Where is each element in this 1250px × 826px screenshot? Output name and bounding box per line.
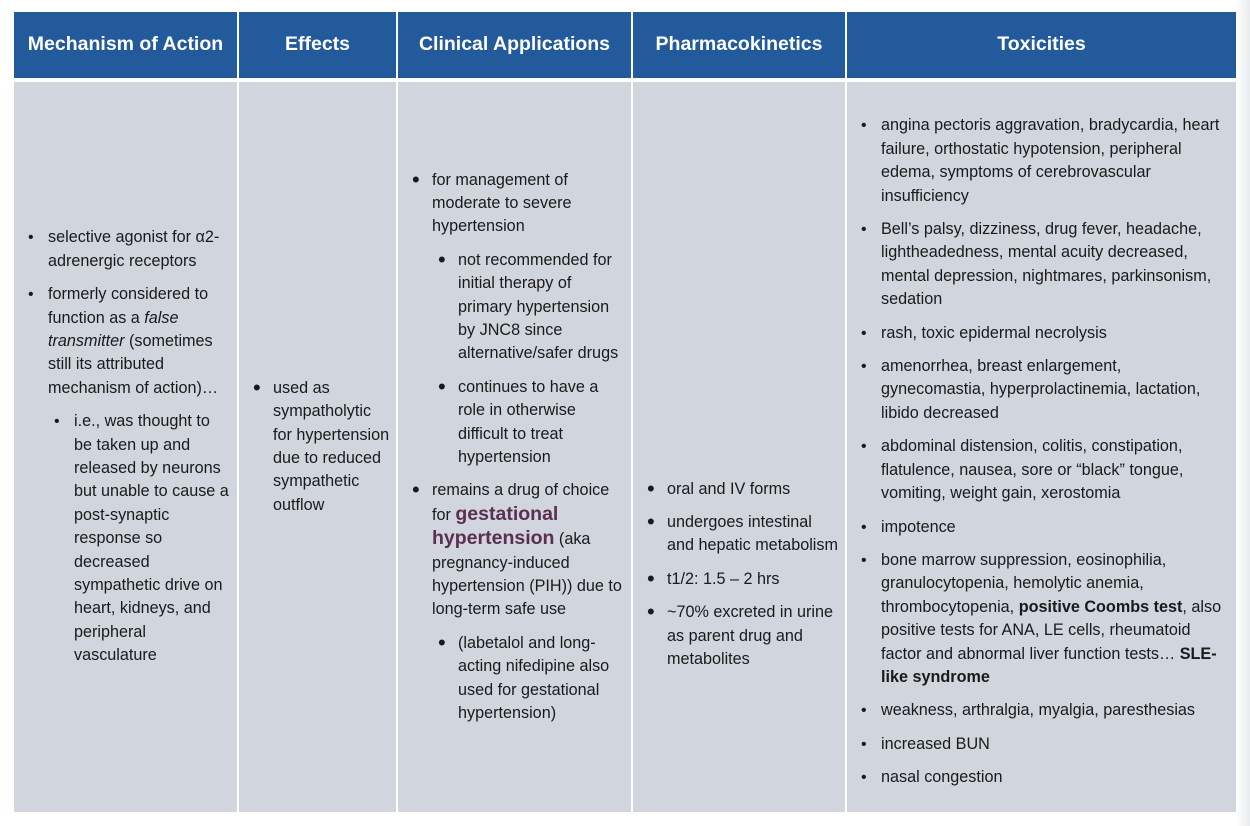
- list-item: [861, 355, 1230, 425]
- moa-list: [20, 226, 231, 667]
- tox-bun: increased BUN: [881, 734, 990, 753]
- bullet-icon: •: [438, 246, 446, 272]
- list-item: [861, 114, 1230, 208]
- tox-neurologic: Bell’s palsy, dizziness, drug fever, headache, lightheadedness, mental acuity decreased, mental depression, nightmares, parkinsonism, sedation: [881, 220, 1212, 309]
- list-item: [647, 508, 839, 558]
- tox-dermatologic: rash, toxic epidermal necrolysis: [881, 323, 1107, 342]
- clinical-sublist-2: [432, 629, 625, 726]
- header-mechanism-of-action: Mechanism of Action: [14, 12, 238, 80]
- clinical-sublist-1: [432, 246, 625, 470]
- pk-forms: oral and IV forms: [667, 479, 791, 498]
- tox-nasal: nasal congestion: [881, 768, 1003, 787]
- clinical-not-recommended: not recommended for initial therapy of primary hypertension by JNC8 since alternative/safer drugs: [458, 250, 619, 363]
- cell-mechanism-of-action: [14, 80, 238, 812]
- list-item: [438, 629, 625, 726]
- tox-list: [853, 114, 1230, 789]
- list-item: [861, 516, 1230, 539]
- bullet-icon: •: [412, 477, 420, 503]
- drug-profile-table: [14, 12, 1236, 812]
- bullet-icon: •: [861, 518, 867, 536]
- cell-effects: [238, 80, 397, 812]
- bullet-icon: •: [438, 373, 446, 399]
- moa-sublist: [48, 410, 231, 667]
- list-item: [861, 699, 1230, 722]
- list-item: [438, 373, 625, 470]
- header-clinical-applications: Clinical Applications: [397, 12, 632, 80]
- tox-hematologic-mid: , also positive tests for ANA, LE cells, rheumatoid factor and abnormal liver function tests…: [881, 597, 1222, 663]
- list-item: [647, 475, 839, 501]
- bullet-icon: •: [861, 735, 867, 753]
- bullet-icon: •: [253, 374, 261, 400]
- list-item: [412, 477, 625, 725]
- tox-impotence: impotence: [881, 517, 956, 536]
- moa-false-transmitter-emphasis: false transmitter: [48, 308, 179, 350]
- tox-musculoskeletal: weakness, arthralgia, myalgia, paresthesias: [881, 701, 1196, 720]
- bullet-icon: •: [861, 702, 867, 720]
- bullet-icon: •: [647, 475, 655, 501]
- moa-false-transmitter-post: (sometimes still its attributed mechanism of action)…: [48, 331, 219, 397]
- content-row: [14, 80, 1236, 812]
- tox-cardiovascular: angina pectoris aggravation, bradycardia, heart failure, orthostatic hypotension, peripheral edema, symptoms of cerebrovascular insufficiency: [881, 116, 1220, 205]
- bullet-icon: •: [647, 599, 655, 625]
- clinical-gestational-hypertension-emphasis: gestational hypertension: [432, 502, 559, 550]
- header-pharmacokinetics: Pharmacokinetics: [632, 12, 846, 80]
- bullet-icon: •: [28, 286, 34, 304]
- bullet-icon: •: [861, 438, 867, 456]
- list-item: [861, 218, 1230, 312]
- list-item: [861, 733, 1230, 756]
- clinical-labetalol-note: (labetalol and long-acting nifedipine also used for gestational hypertension): [458, 633, 610, 723]
- clinical-drug-of-choice-post: (aka pregnancy-induced hypertension (PIH)) due to long-term safe use: [432, 530, 622, 619]
- moa-selective-agonist: selective agonist for α2-adrenergic receptors: [48, 228, 220, 270]
- tox-endocrine: amenorrhea, breast enlargement, gynecomastia, hyperprolactinemia, lactation, libido decreased: [881, 357, 1201, 422]
- tox-coombs-emphasis: positive Coombs test: [1018, 597, 1183, 616]
- moa-ie-detail: i.e., was thought to be taken up and released by neurons but unable to cause a post-synaptic response so decreased sympathetic drive on heart, kidneys, and peripheral vasculature: [74, 412, 229, 665]
- cell-clinical-applications: [397, 80, 632, 812]
- clinical-drug-of-choice-pre: remains a drug of choice for: [432, 481, 610, 524]
- bullet-icon: •: [647, 508, 655, 534]
- list-item: [54, 410, 231, 667]
- bullet-icon: •: [54, 413, 60, 431]
- bullet-icon: •: [861, 551, 867, 569]
- bullet-icon: •: [28, 229, 34, 247]
- tox-gastrointestinal: abdominal distension, colitis, constipation, flatulence, nausea, sore or “black” tongue, vomiting, weight gain, xerostomia: [881, 437, 1184, 503]
- clinical-management: for management of moderate to severe hypertension: [432, 170, 572, 236]
- bullet-icon: •: [861, 324, 867, 342]
- list-item: [412, 166, 625, 470]
- list-item: [861, 766, 1230, 789]
- pk-excretion: ~70% excreted in urine as parent drug and metabolites: [667, 603, 834, 669]
- list-item: [28, 226, 231, 273]
- list-item: [861, 322, 1230, 345]
- header-effects: Effects: [238, 12, 397, 80]
- list-item: [647, 599, 839, 671]
- bullet-icon: •: [861, 358, 867, 376]
- list-item: [861, 549, 1230, 689]
- tox-hematologic-pre: bone marrow suppression, eosinophilia, granulocytopenia, hemolytic anemia, thrombocytopenia,: [881, 550, 1167, 616]
- pk-list: [639, 475, 839, 672]
- bullet-icon: •: [438, 629, 446, 655]
- tox-sle-emphasis: SLE-like syndrome: [881, 644, 1217, 686]
- header-toxicities: Toxicities: [846, 12, 1236, 80]
- pk-half-life: t1/2: 1.5 – 2 hrs: [667, 569, 780, 588]
- effects-sympatholytic: used as sympatholytic for hypertension due to reduced sympathetic outflow: [273, 378, 390, 514]
- list-item: [253, 374, 390, 517]
- bullet-icon: •: [647, 565, 655, 591]
- cell-pharmacokinetics: [632, 80, 846, 812]
- list-item: [861, 435, 1230, 505]
- bullet-icon: •: [861, 221, 867, 239]
- effects-list: [245, 374, 390, 517]
- list-item: [647, 565, 839, 591]
- list-item: [438, 246, 625, 366]
- bullet-icon: •: [861, 769, 867, 787]
- pk-metabolism: undergoes intestinal and hepatic metabolism: [667, 512, 838, 555]
- bullet-icon: •: [412, 166, 420, 192]
- list-item: [28, 283, 231, 668]
- bullet-icon: •: [861, 117, 867, 135]
- moa-false-transmitter-pre: formerly considered to function as a: [48, 285, 209, 327]
- clinical-continues-role: continues to have a role in otherwise difficult to treat hypertension: [458, 377, 599, 466]
- clinical-list: [404, 166, 625, 726]
- cell-toxicities: [846, 80, 1236, 812]
- header-row: [14, 12, 1236, 80]
- page-edge-shade: [1236, 0, 1250, 826]
